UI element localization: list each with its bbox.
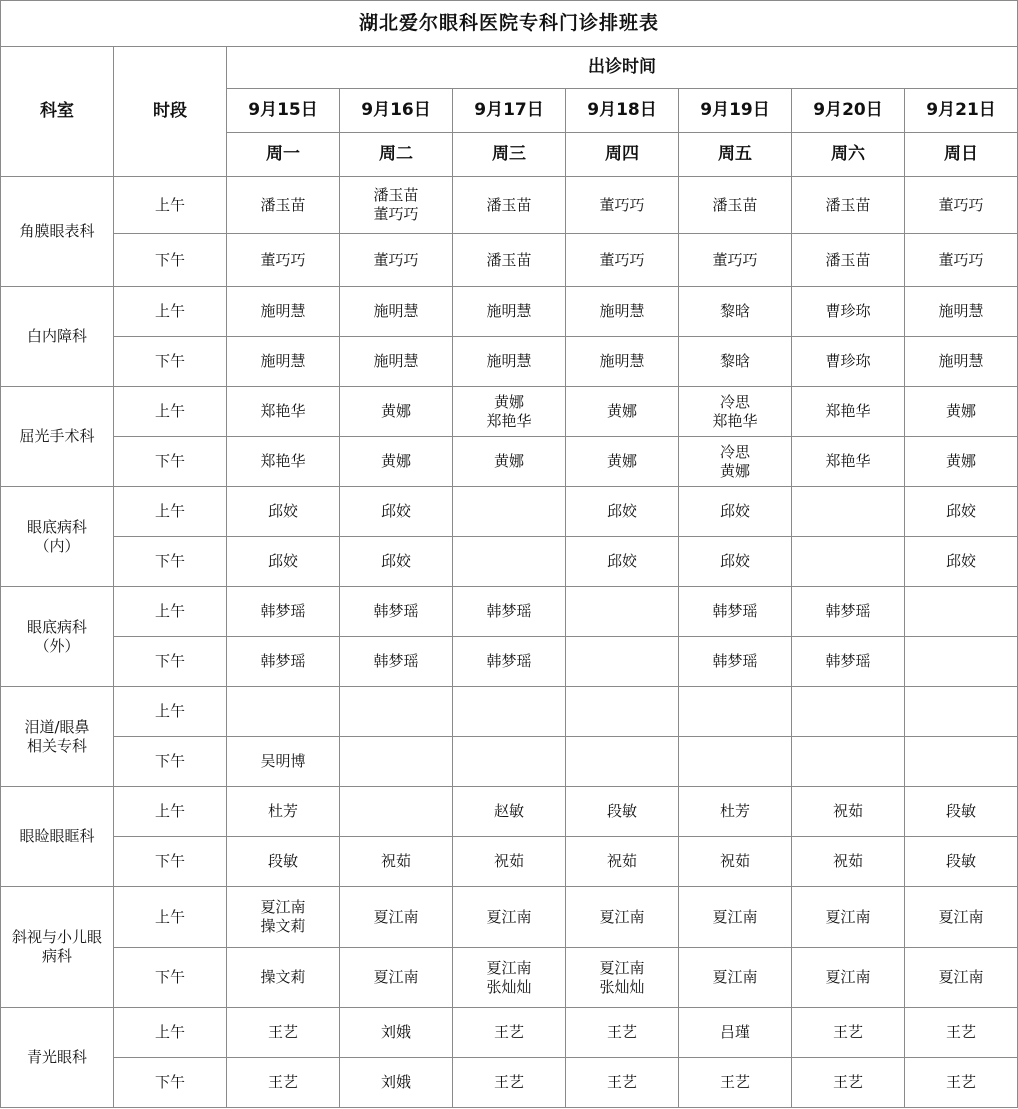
doctor-cell: 夏江南 xyxy=(792,887,905,948)
period-cell: 下午 xyxy=(114,437,227,487)
doctor-cell: 黄娜 xyxy=(566,387,679,437)
doctor-cell: 董巧巧 xyxy=(905,177,1018,234)
doctor-cell xyxy=(566,687,679,737)
period-cell: 下午 xyxy=(114,637,227,687)
table-row xyxy=(1,387,1018,437)
doctor-cell xyxy=(453,537,566,587)
doctor-cell: 夏江南 xyxy=(905,948,1018,1008)
doctor-cell: 潘玉苗 xyxy=(227,177,340,234)
table-row xyxy=(1,1058,1018,1108)
doctor-cell: 董巧巧 xyxy=(679,234,792,287)
doctor-cell: 夏江南 操文莉 xyxy=(227,887,340,948)
period-cell: 下午 xyxy=(114,737,227,787)
weekday-header: 周一 xyxy=(227,133,340,177)
doctor-cell: 郑艳华 xyxy=(227,437,340,487)
table-row xyxy=(1,587,1018,637)
weekday-header: 周日 xyxy=(905,133,1018,177)
table-row xyxy=(1,787,1018,837)
doctor-cell: 王艺 xyxy=(566,1008,679,1058)
period-cell: 上午 xyxy=(114,687,227,737)
table-row xyxy=(1,234,1018,287)
schedule-body xyxy=(1,177,1018,1108)
table-row xyxy=(1,537,1018,587)
period-cell: 下午 xyxy=(114,234,227,287)
doctor-cell: 赵敏 xyxy=(453,787,566,837)
doctor-cell: 王艺 xyxy=(679,1058,792,1108)
doctor-cell: 黄娜 xyxy=(905,387,1018,437)
table-row xyxy=(1,637,1018,687)
doctor-cell: 施明慧 xyxy=(905,287,1018,337)
doctor-cell: 邱姣 xyxy=(227,537,340,587)
doctor-cell xyxy=(453,687,566,737)
doctor-cell: 王艺 xyxy=(792,1058,905,1108)
title-row xyxy=(1,1,1018,47)
doctor-cell: 祝茹 xyxy=(679,837,792,887)
doctor-cell: 施明慧 xyxy=(340,337,453,387)
doctor-cell xyxy=(792,737,905,787)
doctor-cell xyxy=(566,637,679,687)
table-row xyxy=(1,1008,1018,1058)
doctor-cell: 夏江南 xyxy=(453,887,566,948)
doctor-cell: 夏江南 xyxy=(679,948,792,1008)
doctor-cell: 施明慧 xyxy=(340,287,453,337)
doctor-cell: 祝茹 xyxy=(453,837,566,887)
doctor-cell: 夏江南 张灿灿 xyxy=(453,948,566,1008)
doctor-cell xyxy=(792,687,905,737)
doctor-cell: 黎晗 xyxy=(679,337,792,387)
doctor-cell: 吕瑾 xyxy=(679,1008,792,1058)
period-cell: 下午 xyxy=(114,1058,227,1108)
doctor-cell: 邱姣 xyxy=(566,537,679,587)
doctor-cell: 夏江南 xyxy=(340,887,453,948)
date-header: 9月15日 xyxy=(227,89,340,133)
department-name: 泪道/眼鼻 相关专科 xyxy=(1,687,114,787)
doctor-cell: 黄娜 xyxy=(340,437,453,487)
weekday-header: 周二 xyxy=(340,133,453,177)
department-name: 角膜眼表科 xyxy=(1,177,114,287)
doctor-cell: 祝茹 xyxy=(566,837,679,887)
doctor-cell: 韩梦瑶 xyxy=(792,587,905,637)
table-row xyxy=(1,287,1018,337)
doctor-cell xyxy=(340,737,453,787)
doctor-cell: 邱姣 xyxy=(905,537,1018,587)
doctor-cell: 董巧巧 xyxy=(905,234,1018,287)
doctor-cell: 操文莉 xyxy=(227,948,340,1008)
doctor-cell: 夏江南 xyxy=(566,887,679,948)
page-title: 湖北爱尔眼科医院专科门诊排班表 xyxy=(1,1,1018,47)
doctor-cell: 韩梦瑶 xyxy=(453,637,566,687)
doctor-cell: 韩梦瑶 xyxy=(792,637,905,687)
doctor-cell: 王艺 xyxy=(792,1008,905,1058)
doctor-cell: 潘玉苗 xyxy=(453,177,566,234)
doctor-cell: 段敏 xyxy=(905,787,1018,837)
doctor-cell: 郑艳华 xyxy=(792,437,905,487)
doctor-cell: 潘玉苗 xyxy=(679,177,792,234)
date-header: 9月19日 xyxy=(679,89,792,133)
doctor-cell: 夏江南 xyxy=(792,948,905,1008)
period-cell: 下午 xyxy=(114,337,227,387)
doctor-cell xyxy=(905,737,1018,787)
period-cell: 上午 xyxy=(114,287,227,337)
doctor-cell: 施明慧 xyxy=(566,337,679,387)
doctor-cell: 段敏 xyxy=(905,837,1018,887)
department-name: 屈光手术科 xyxy=(1,387,114,487)
weekday-header: 周四 xyxy=(566,133,679,177)
doctor-cell: 冷思 郑艳华 xyxy=(679,387,792,437)
doctor-cell: 夏江南 xyxy=(340,948,453,1008)
doctor-cell xyxy=(905,587,1018,637)
period-cell: 上午 xyxy=(114,787,227,837)
period-header: 时段 xyxy=(114,47,227,177)
department-name: 眼睑眼眶科 xyxy=(1,787,114,887)
period-cell: 下午 xyxy=(114,537,227,587)
doctor-cell: 韩梦瑶 xyxy=(679,637,792,687)
doctor-cell: 刘娥 xyxy=(340,1008,453,1058)
doctor-cell: 邱姣 xyxy=(340,487,453,537)
period-cell: 上午 xyxy=(114,887,227,948)
doctor-cell xyxy=(792,537,905,587)
department-name: 青光眼科 xyxy=(1,1008,114,1108)
table-row xyxy=(1,687,1018,737)
doctor-cell: 王艺 xyxy=(227,1058,340,1108)
doctor-cell xyxy=(453,487,566,537)
table-row xyxy=(1,948,1018,1008)
doctor-cell: 潘玉苗 xyxy=(453,234,566,287)
doctor-cell: 韩梦瑶 xyxy=(227,637,340,687)
doctor-cell xyxy=(679,737,792,787)
table-row xyxy=(1,837,1018,887)
doctor-cell: 董巧巧 xyxy=(566,177,679,234)
table-row xyxy=(1,887,1018,948)
doctor-cell: 董巧巧 xyxy=(566,234,679,287)
date-header: 9月21日 xyxy=(905,89,1018,133)
doctor-cell: 吴明博 xyxy=(227,737,340,787)
doctor-cell: 夏江南 xyxy=(905,887,1018,948)
date-header: 9月20日 xyxy=(792,89,905,133)
doctor-cell: 潘玉苗 xyxy=(792,234,905,287)
doctor-cell: 王艺 xyxy=(227,1008,340,1058)
department-name: 斜视与小儿眼 病科 xyxy=(1,887,114,1008)
table-row xyxy=(1,737,1018,787)
doctor-cell: 潘玉苗 董巧巧 xyxy=(340,177,453,234)
doctor-cell: 曹珍珎 xyxy=(792,337,905,387)
doctor-cell: 施明慧 xyxy=(566,287,679,337)
doctor-cell xyxy=(905,687,1018,737)
doctor-cell: 冷思 黄娜 xyxy=(679,437,792,487)
doctor-cell: 施明慧 xyxy=(227,287,340,337)
doctor-cell: 潘玉苗 xyxy=(792,177,905,234)
period-cell: 下午 xyxy=(114,837,227,887)
doctor-cell: 施明慧 xyxy=(905,337,1018,387)
doctor-cell: 祝茹 xyxy=(792,837,905,887)
period-cell: 上午 xyxy=(114,487,227,537)
department-name: 眼底病科 （内） xyxy=(1,487,114,587)
doctor-cell: 邱姣 xyxy=(340,537,453,587)
weekday-header: 周六 xyxy=(792,133,905,177)
doctor-cell: 王艺 xyxy=(905,1058,1018,1108)
doctor-cell: 邱姣 xyxy=(905,487,1018,537)
table-row xyxy=(1,177,1018,234)
doctor-cell: 刘娥 xyxy=(340,1058,453,1108)
doctor-cell: 韩梦瑶 xyxy=(340,637,453,687)
doctor-cell: 祝茹 xyxy=(792,787,905,837)
doctor-cell: 杜芳 xyxy=(227,787,340,837)
table-row xyxy=(1,487,1018,537)
doctor-cell: 黄娜 xyxy=(340,387,453,437)
period-cell: 上午 xyxy=(114,387,227,437)
doctor-cell: 韩梦瑶 xyxy=(227,587,340,637)
weekday-header: 周三 xyxy=(453,133,566,177)
doctor-cell: 王艺 xyxy=(453,1058,566,1108)
period-cell: 下午 xyxy=(114,948,227,1008)
doctor-cell: 王艺 xyxy=(453,1008,566,1058)
doctor-cell: 夏江南 xyxy=(679,887,792,948)
doctor-cell: 王艺 xyxy=(566,1058,679,1108)
doctor-cell: 段敏 xyxy=(566,787,679,837)
doctor-cell: 夏江南 张灿灿 xyxy=(566,948,679,1008)
department-name: 白内障科 xyxy=(1,287,114,387)
doctor-cell: 韩梦瑶 xyxy=(453,587,566,637)
doctor-cell: 郑艳华 xyxy=(227,387,340,437)
doctor-cell xyxy=(453,737,566,787)
doctor-cell: 曹珍珎 xyxy=(792,287,905,337)
department-header: 科室 xyxy=(1,47,114,177)
doctor-cell xyxy=(227,687,340,737)
doctor-cell: 黄娜 xyxy=(566,437,679,487)
date-header: 9月18日 xyxy=(566,89,679,133)
doctor-cell: 邱姣 xyxy=(679,487,792,537)
department-name: 眼底病科 （外） xyxy=(1,587,114,687)
doctor-cell xyxy=(340,687,453,737)
doctor-cell: 邱姣 xyxy=(679,537,792,587)
table-row xyxy=(1,437,1018,487)
doctor-cell: 郑艳华 xyxy=(792,387,905,437)
doctor-cell xyxy=(566,587,679,637)
doctor-cell: 杜芳 xyxy=(679,787,792,837)
doctor-cell: 黎晗 xyxy=(679,287,792,337)
visit-time-header: 出诊时间 xyxy=(227,47,1018,89)
doctor-cell: 施明慧 xyxy=(227,337,340,387)
doctor-cell: 施明慧 xyxy=(453,287,566,337)
header-row-1 xyxy=(1,47,1018,89)
period-cell: 上午 xyxy=(114,587,227,637)
doctor-cell: 黄娜 郑艳华 xyxy=(453,387,566,437)
doctor-cell xyxy=(679,687,792,737)
table-row xyxy=(1,337,1018,387)
doctor-cell: 祝茹 xyxy=(340,837,453,887)
doctor-cell xyxy=(566,737,679,787)
doctor-cell: 韩梦瑶 xyxy=(679,587,792,637)
doctor-cell: 董巧巧 xyxy=(340,234,453,287)
doctor-cell: 施明慧 xyxy=(453,337,566,387)
period-cell: 上午 xyxy=(114,1008,227,1058)
doctor-cell xyxy=(792,487,905,537)
doctor-cell: 黄娜 xyxy=(453,437,566,487)
doctor-cell: 邱姣 xyxy=(566,487,679,537)
doctor-cell xyxy=(905,637,1018,687)
date-header: 9月17日 xyxy=(453,89,566,133)
period-cell: 上午 xyxy=(114,177,227,234)
doctor-cell: 邱姣 xyxy=(227,487,340,537)
doctor-cell xyxy=(340,787,453,837)
doctor-cell: 段敏 xyxy=(227,837,340,887)
doctor-cell: 韩梦瑶 xyxy=(340,587,453,637)
weekday-header: 周五 xyxy=(679,133,792,177)
doctor-cell: 王艺 xyxy=(905,1008,1018,1058)
doctor-cell: 董巧巧 xyxy=(227,234,340,287)
doctor-cell: 黄娜 xyxy=(905,437,1018,487)
date-header: 9月16日 xyxy=(340,89,453,133)
